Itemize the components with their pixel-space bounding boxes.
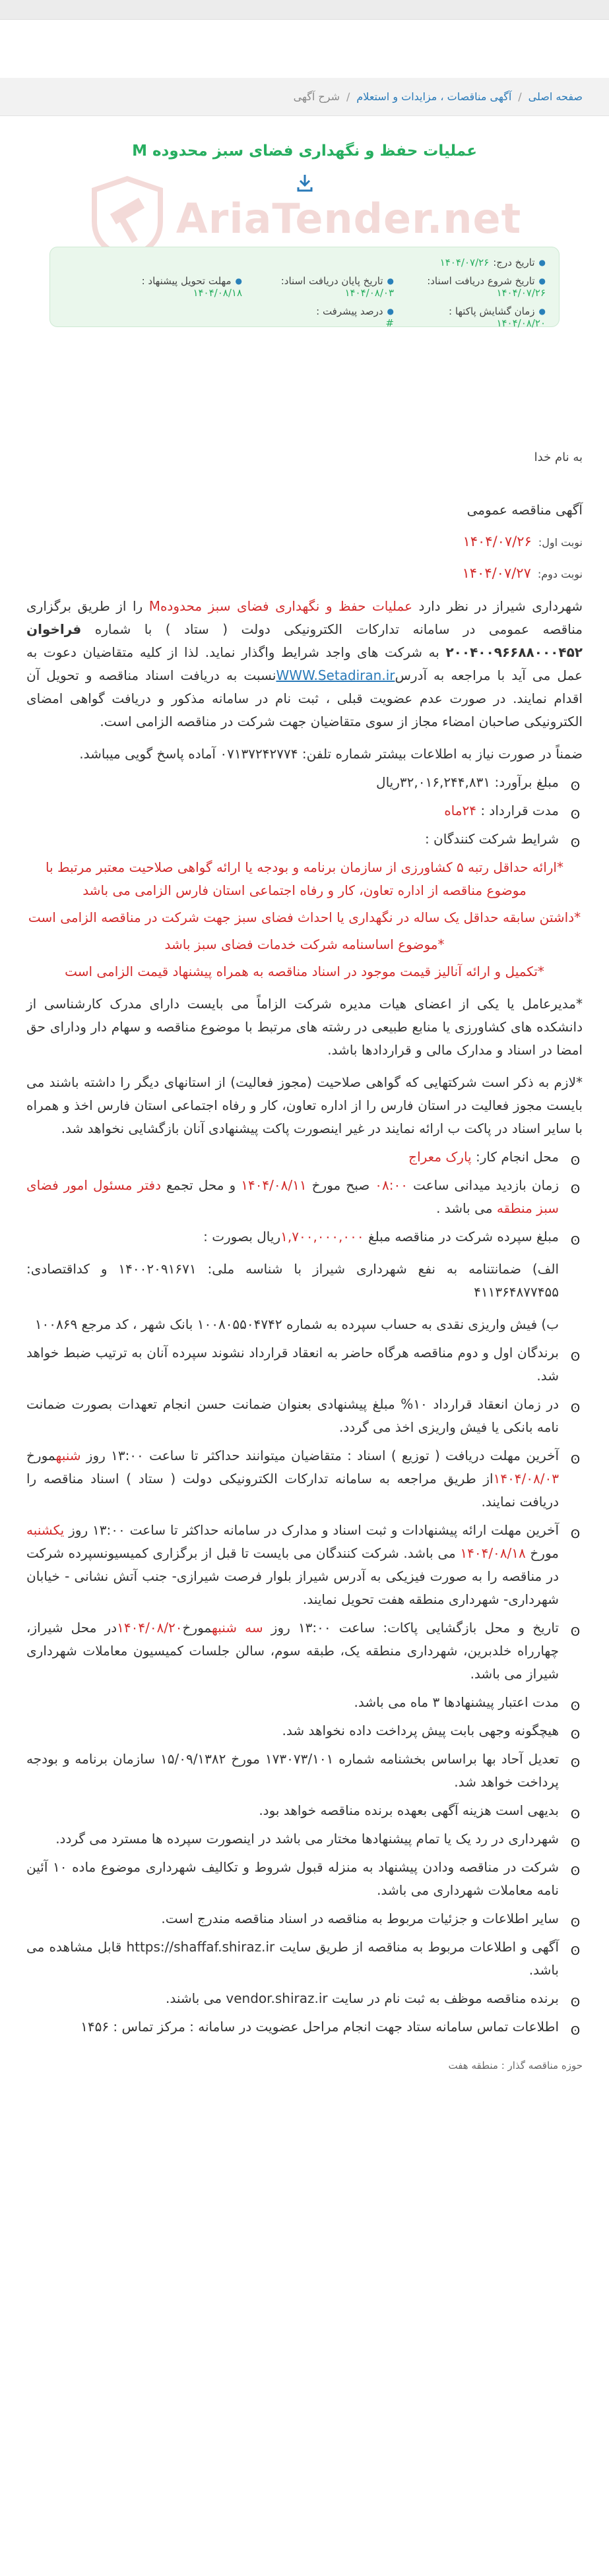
list-item: ʘ آخرین مهلت دریافت ( توزیع ) اسناد : متقاضیان میتوانند حداکثر تا ساعت ۱۳:۰۰ روز شنبهمورخ ۱۴۰۴/۰۸/۰۳از طریق مراجعه به سامانه تدارکات الکترونیکی دولت ( ستاد ) اسناد مناقصه را دریافت نمایند. xyxy=(26,1444,583,1514)
breadcrumb-category-link[interactable]: آگهی مناقصات ، مزایدات و استعلام xyxy=(356,90,512,103)
bullet-dot-icon: ● xyxy=(235,276,242,286)
bullet-icon: ʘ xyxy=(570,1756,581,1770)
tender-heading: آگهی مناقصه عمومی xyxy=(466,501,583,518)
list-item: ʘ مدت قرارداد : ۲۴ماه xyxy=(26,799,583,822)
list-item: ʘ شرکت در مناقصه ودادن پیشنهاد به منزله قبول شروط و تکالیف شهرداری موضوع ماده ۱۰ آئین نامه معاملات شهرداری می باشد. xyxy=(26,1856,583,1902)
bullet-icon: ʘ xyxy=(570,1453,581,1467)
bullet-dot-icon: ● xyxy=(538,258,546,267)
list-item: ʘ محل انجام کار: پارک معراج xyxy=(26,1146,583,1169)
bullet-icon: ʘ xyxy=(570,1154,581,1168)
bullet-icon: ʘ xyxy=(570,1182,581,1196)
requirement-item: *تکمیل و ارائه آنالیز قیمت موجود در اسناد مناقصه به همراه پیشنهاد قیمت الزامی است xyxy=(65,964,544,979)
tender-card xyxy=(26,142,583,340)
bullet-dot-icon: ● xyxy=(387,276,394,286)
page-title: عملیات حفظ و نگهداری فضای سبز محدوده M xyxy=(132,142,477,160)
list-item: ʘ شهرداری در رد یک یا تمام پیشنهادها مختار می باشد در اینصورت سپرده ها مسترد می گردد. xyxy=(26,1827,583,1851)
requirements-list xyxy=(26,856,583,983)
bullet-dot-icon: ● xyxy=(538,276,546,286)
bullet-dot-icon: ● xyxy=(538,307,546,316)
certificate-paragraph: *لازم به ذکر است شرکتهایی که گواهی صلاحیت (مجوز فعالیت) از استانهای دیگر را داشته باشند می بایست مجوز فعالیت در استان فارس را از اداره تعاون، کار و رفاه اجتماعی استان فارس اخذ و همراه با سایر اسناد در پاکت ب ارائه نمایند در غیر اینصورت پاکت پیشنهادی آنان بازگشایی نخواهد شد. xyxy=(26,1074,583,1136)
second-publication: نوبت دوم: ۱۴۰۴/۰۷/۲۷ xyxy=(462,565,583,582)
budget-text: مبلغ برآورد: ۳۲,۰۱۶,۲۴۴,۸۳۱ریال xyxy=(376,774,559,790)
list-item: ʘ در زمان انعقاد قرارداد ۱۰% مبلغ پیشنهادی بعنوان ضمانت حسن انجام تعهدات بصورت ضمانت نامه بانکی یا فیش واریزی اخذ می گردد. xyxy=(26,1393,583,1439)
list-item: ʘ آگهی و اطلاعات مربوط به مناقصه از طریق سایت https://shaffaf.shiraz.ir قابل مشاهده می باشد. xyxy=(26,1936,583,1982)
bullet-icon: ʘ xyxy=(570,1700,581,1713)
doc-end: ● تاریخ پایان دریافت اسناد: ۱۴۰۴/۰۸/۰۳ xyxy=(280,275,394,299)
tender-body xyxy=(26,447,583,2101)
bullet-icon: ʘ xyxy=(570,1625,581,1639)
list-item: ʘ آخرین مهلت ارائه پیشنهادات و ثبت اسناد و مدارک در سامانه حداکثر تا ساعت ۱۳:۰۰ روز یکشنبه مورخ ۱۴۰۴/۰۸/۱۸ می باشد. شرکت کنندگان می بایست تا قبل از برگزاری کمیسیونسپرده شرکت در مناقصه را به صورت فیزیکی به آدرس شیراز بلوار فرصت شیرازی- جنب آتش نشانی - خیابان شهرداری- شهرداری منطقه هفت تحویل نمایند. xyxy=(26,1519,583,1611)
setadiran-link[interactable]: WWW.Setadiran.ir xyxy=(276,667,395,683)
progress: ● درصد پیشرفت : # xyxy=(316,305,394,329)
breadcrumb-separator: / xyxy=(518,90,522,103)
breadcrumb xyxy=(0,78,609,116)
deposit-option-b: ب) فیش واریزی نقدی به حساب سپرده به شماره ۱۰۰۸۰۵۵۰۴۷۴۲ بانک شهر ، کد مرجع ۱۰۰۸۶۹ xyxy=(34,1316,559,1332)
list-item: ʘ بدیهی است هزینه آگهی بعهده برنده مناقصه خواهد بود. xyxy=(26,1799,583,1822)
list-item: ʘ شرایط شرکت کنندگان : xyxy=(26,828,583,851)
top-bar xyxy=(0,0,609,20)
first-publication: نوبت اول: ۱۴۰۴/۰۷/۲۶ xyxy=(463,533,583,549)
list-item: ʘ سایر اطلاعات و جزئیات مربوط به مناقصه در اسناد مناقصه مندرج است. xyxy=(26,1907,583,1930)
bullet-icon: ʘ xyxy=(570,780,581,793)
bullet-dot-icon: ● xyxy=(387,307,394,316)
breadcrumb-separator: / xyxy=(346,90,350,103)
opening-date: ● زمان گشایش پاکتها : ۱۴۰۴/۰۸/۲۰ xyxy=(449,305,546,329)
bullet-icon: ʘ xyxy=(570,1996,581,2009)
list-item: ʘ مدت اعتبار پیشنهادها ۳ ماه می باشد. xyxy=(26,1691,583,1714)
list-item: ʘ تاریخ و محل بازگشایی پاکات: ساعت ۱۳:۰۰ روز سه شنبهمورخ۱۴۰۴/۰۸/۲۰در محل شیراز، چهارراه خلدبرین، شهرداری منطقه یک، طبقه سوم، سالن جلسات کمیسیون معاملات شهرداری شیراز می باشد. xyxy=(26,1616,583,1686)
manager-paragraph: *مدیرعامل یا یکی از اعضای هیات مدیره شرکت الزاماً می بایست دارای مدرک کارشناسی از دانشکده های کشاورزی یا منابع طبیعی در رشته های مرتبط با موضوع مناقصه و سهام دار ودارای حق امضا در اسناد و مدارک مالی و قراردادها باشد. xyxy=(26,996,583,1058)
bismillah: به نام خدا xyxy=(534,450,583,464)
deposit-option-a: الف) ضمانتنامه به نفع شهرداری شیراز با شناسه ملی: ۱۴۰۰۲۰۹۱۶۷۱ و کداقتصادی: ۴۱۱۳۶۴۸۷۷۴۵۵ xyxy=(26,1261,559,1300)
tender-authority: حوزه مناقصه گذار : منطقه هفت xyxy=(448,2060,583,2071)
tender-info-box xyxy=(49,247,560,327)
list-item: ʘ برندگان اول و دوم مناقصه هرگاه حاضر به انعقاد قرارداد نشوند سپرده آنان به ترتیب ضبط خواهد شد. xyxy=(26,1341,583,1388)
bullet-icon: ʘ xyxy=(570,1401,581,1415)
requirement-item: *موضوع اساسنامه شرکت خدمات فضای سبز باشد xyxy=(164,936,445,952)
breadcrumb-current: شرح آگهی xyxy=(293,90,340,103)
bullet-icon: ʘ xyxy=(570,1944,581,1958)
bullet-icon: ʘ xyxy=(570,1916,581,1930)
phone-paragraph: ضمناً در صورت نیاز به اطلاعات بیشتر شماره تلفن: ۰۷۱۳۷۲۴۲۷۷۴ آماده پاسخ گویی میباشد. xyxy=(79,746,583,762)
bullet-icon: ʘ xyxy=(570,1864,581,1878)
list-item: ʘ تعدیل آحاد بها براساس بخشنامه شماره ۱۷۳۰۷۳/۱۰۱ مورخ ۱۵/۰۹/۱۳۸۲ سازمان برنامه و بودجه پرداخت خواهد شد. xyxy=(26,1748,583,1794)
bullet-icon: ʘ xyxy=(570,1234,581,1248)
bullet-icon: ʘ xyxy=(570,1350,581,1364)
breadcrumb-home-link[interactable]: صفحه اصلی xyxy=(528,90,583,103)
bullet-icon: ʘ xyxy=(570,808,581,822)
intro-paragraph: شهرداری شیراز در نظر دارد عملیات حفظ و نگهداری فضای سبز محدودهM را از طریق برگزاری مناقصه عمومی در سامانه تدارکات الکترونیکی دولت ( ستاد ) با شماره فراخوان ۲۰۰۴۰۰۹۶۶۸۸۰۰۰۴۵۲ به شرکت های واجد شرایط واگذار نماید. لذا از کلیه متقاضیان دعوت به عمل می آید با مراجعه به آدرسWWW.Setadiran.irنسبت به دریافت اسناد مناقصه و تحویل آن اقدام نمایند. در صورت عدم عضویت قبلی ، ثبت نام در سامانه مذکور و دریافت گواهی امضای الکترونیکی صاحبان امضاء مجاز از سوی متقاضیان جهت شرکت در مناقصه الزامی است. xyxy=(26,598,583,729)
bullet-icon: ʘ xyxy=(570,1728,581,1742)
list-item: ʘ هیچگونه وجهی بابت پیش پرداخت داده نخواهد شد. xyxy=(26,1719,583,1742)
watermark-text: AriaTender.net xyxy=(176,194,522,243)
list-item: ʘ اطلاعات تماس سامانه ستاد جهت انجام مراحل عضویت در سامانه : مرکز تماس : ۱۴۵۶ xyxy=(26,2015,583,2039)
list-item xyxy=(26,771,583,794)
bullet-icon: ʘ xyxy=(570,1527,581,1541)
download-icon[interactable] xyxy=(295,173,315,193)
vendor-link[interactable]: vendor.shiraz.ir xyxy=(226,1990,328,2006)
doc-start: ● تاریخ شروع دریافت اسناد: ۱۴۰۴/۰۷/۲۶ xyxy=(427,275,546,299)
bullet-icon: ʘ xyxy=(570,2024,581,2038)
shaffaf-link[interactable]: https://shaffaf.shiraz.ir xyxy=(126,1939,275,1955)
list-item: ʘ زمان بازدید میدانی ساعت ۰۸:۰۰ صبح مورخ ۱۴۰۴/۰۸/۱۱ و محل تجمع دفتر مسئول امور فضای سبز منطقه می باشد . xyxy=(26,1174,583,1220)
requirement-item: *ارائه حداقل رتبه ۵ کشاورزی از سازمان برنامه و بودجه یا ارائه گواهی صلاحیت معتبر مرتبط با موضوع مناقصه از اداره تعاون، کار و رفاه اجتماعی استان فارس الزامی می باشد xyxy=(46,859,563,898)
bullet-icon: ʘ xyxy=(570,1836,581,1850)
bullet-icon: ʘ xyxy=(570,1808,581,1822)
bullet-icon: ʘ xyxy=(570,836,581,850)
publish-date: ● تاریخ درج: ۱۴۰۴/۰۷/۲۶ xyxy=(439,257,546,268)
list-item: ʘ برنده مناقصه موظف به ثبت نام در سایت vendor.shiraz.ir می باشند. xyxy=(26,1987,583,2010)
delivery-deadline: ● مهلت تحویل پیشنهاد : ۱۴۰۴/۰۸/۱۸ xyxy=(141,275,242,299)
list-item: ʘ مبلغ سپرده شرکت در مناقصه مبلغ ۱,۷۰۰,۰۰۰,۰۰۰ریال بصورت : xyxy=(26,1225,583,1248)
requirement-item: *داشتن سابقه حداقل یک ساله در نگهداری یا احداث فضای سبز جهت شرکت در مناقصه الزامی است xyxy=(28,909,581,925)
